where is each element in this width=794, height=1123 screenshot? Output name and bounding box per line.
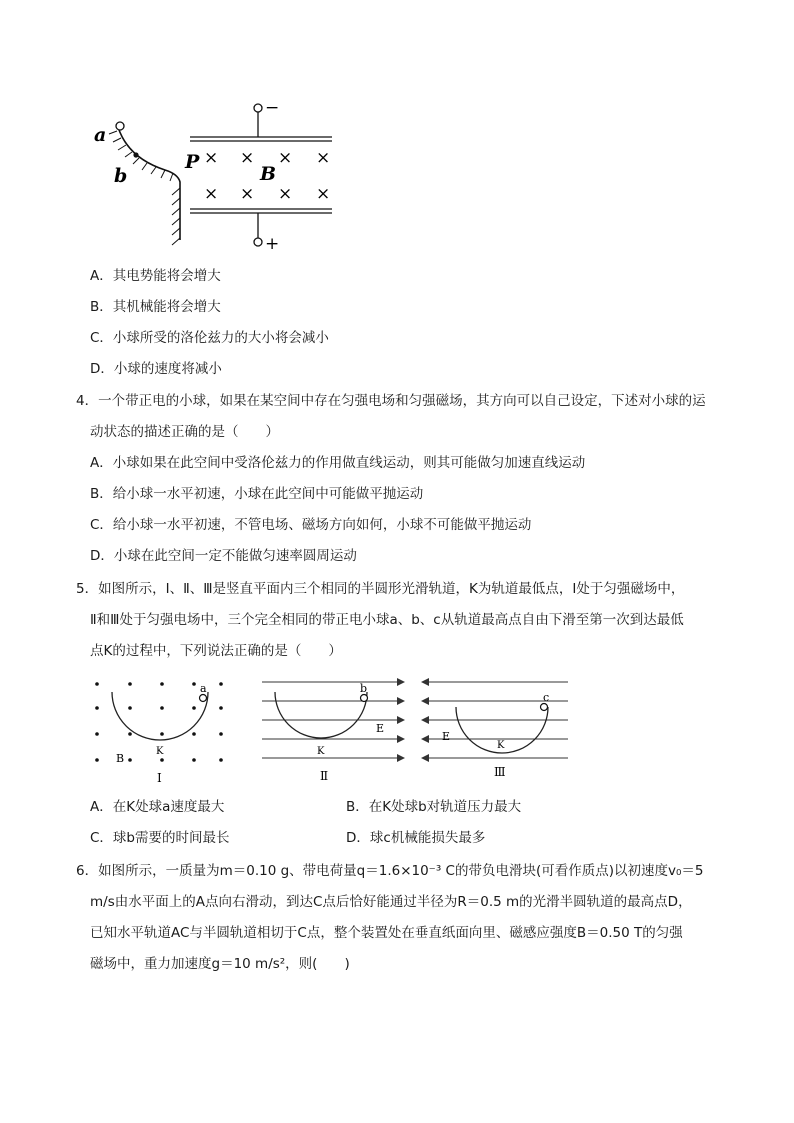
- field-cross: ×: [240, 148, 255, 168]
- q6-stem-line1: 6．如图所示，一质量为m＝0.10 g、带电荷量q＝1.6×10⁻³ C的带负电滑块(可看作质点)以初速度v₀＝5: [76, 863, 704, 879]
- ball-a: [200, 695, 207, 702]
- field-cross: ×: [240, 184, 255, 204]
- label-panel-II: Ⅱ: [320, 769, 329, 783]
- q4-option-b: B．给小球一水平初速，小球在此空间中可能做平抛运动: [90, 486, 424, 502]
- ball-a: [116, 122, 124, 130]
- q5-figure: [0, 670, 794, 790]
- q4-stem-line2: 动状态的描述正确的是（ ）: [90, 424, 279, 440]
- label-B: B: [260, 163, 277, 185]
- q3-option-c: C．小球所受的洛伦兹力的大小将会减小: [90, 330, 329, 346]
- label-K-2: K: [317, 746, 325, 757]
- label-a: a: [94, 124, 107, 146]
- label-K-1: K: [156, 746, 164, 757]
- panel-2-track: [275, 692, 367, 738]
- ball-c: [541, 704, 548, 711]
- field-cross: ×: [278, 148, 293, 168]
- q5-option-b: B．在K处球b对轨道压力最大: [346, 799, 522, 815]
- label-E-2: E: [376, 722, 385, 735]
- terminal-positive: +: [265, 234, 280, 254]
- q4-option-c: C．给小球一水平初速，不管电场、磁场方向如何，小球不可能做平抛运动: [90, 517, 532, 533]
- label-ball-b: b: [360, 682, 368, 695]
- q3-option-d: D．小球的速度将减小: [90, 361, 222, 377]
- ball-b: [361, 695, 368, 702]
- q5-stem-line3: 点K的过程中，下列说法正确的是（ ）: [90, 643, 342, 659]
- field-cross: ×: [316, 184, 331, 204]
- label-panel-III: Ⅲ: [494, 765, 506, 779]
- q4-stem-line1: 4．一个带正电的小球，如果在某空间中存在匀强电场和匀强磁场，其方向可以自己设定，下述对小球的运: [76, 393, 706, 409]
- field-cross: ×: [316, 148, 331, 168]
- q3-option-b: B．其机械能将会增大: [90, 299, 221, 315]
- label-E-3: E: [442, 730, 451, 743]
- q5-option-a: A．在K处球a速度最大: [90, 799, 225, 815]
- label-ball-c: c: [543, 691, 550, 704]
- panel-2-field-lines: [262, 682, 404, 758]
- field-cross: ×: [278, 184, 293, 204]
- figure-capacitor-field: [0, 0, 794, 260]
- point-b: [133, 152, 138, 157]
- q5-option-d: D．球c机械能损失最多: [346, 830, 486, 846]
- label-ball-a: a: [200, 682, 207, 695]
- q6-stem-line2: m/s由水平面上的A点向右滑动，到达C点后恰好能通过半径为R＝0.5 m的光滑半圆轨道的最高点D，: [90, 894, 692, 910]
- q5-stem-line1: 5．如图所示，Ⅰ、Ⅱ、Ⅲ是竖直平面内三个相同的半圆形光滑轨道，K为轨道最低点，Ⅰ处于匀强磁场中，: [76, 581, 685, 597]
- q4-option-a: A．小球如果在此空间中受洛伦兹力的作用做直线运动，则其可能做匀加速直线运动: [90, 455, 586, 471]
- upper-plate: [190, 112, 332, 141]
- q5-stem-line2: Ⅱ和Ⅲ处于匀强电场中，三个完全相同的带正电小球a、b、c从轨道最高点自由下滑至第一次到达最低: [90, 612, 684, 628]
- bottom-terminal: [254, 238, 262, 246]
- label-P: P: [185, 151, 200, 173]
- field-cross: ×: [204, 148, 219, 168]
- q6-stem-line4: 磁场中，重力加速度g＝10 m/s²，则( ): [90, 956, 350, 972]
- label-panel-I: Ⅰ: [157, 771, 162, 785]
- terminal-negative: −: [265, 98, 280, 118]
- q4-option-d: D．小球在此空间一定不能做匀速率圆周运动: [90, 548, 357, 564]
- q6-stem-line3: 已知水平轨道AC与半圆轨道相切于C点，整个装置处在垂直纸面向里、磁感应强度B＝0.50 T的匀强: [90, 925, 683, 941]
- top-terminal: [254, 104, 262, 112]
- lower-plate: [190, 209, 332, 238]
- label-B-field: B: [116, 752, 125, 765]
- q3-option-a: A．其电势能将会增大: [90, 268, 221, 284]
- field-cross: ×: [204, 184, 219, 204]
- label-K-3: K: [497, 740, 505, 751]
- q5-option-c: C．球b需要的时间最长: [90, 830, 230, 846]
- label-b: b: [114, 165, 128, 187]
